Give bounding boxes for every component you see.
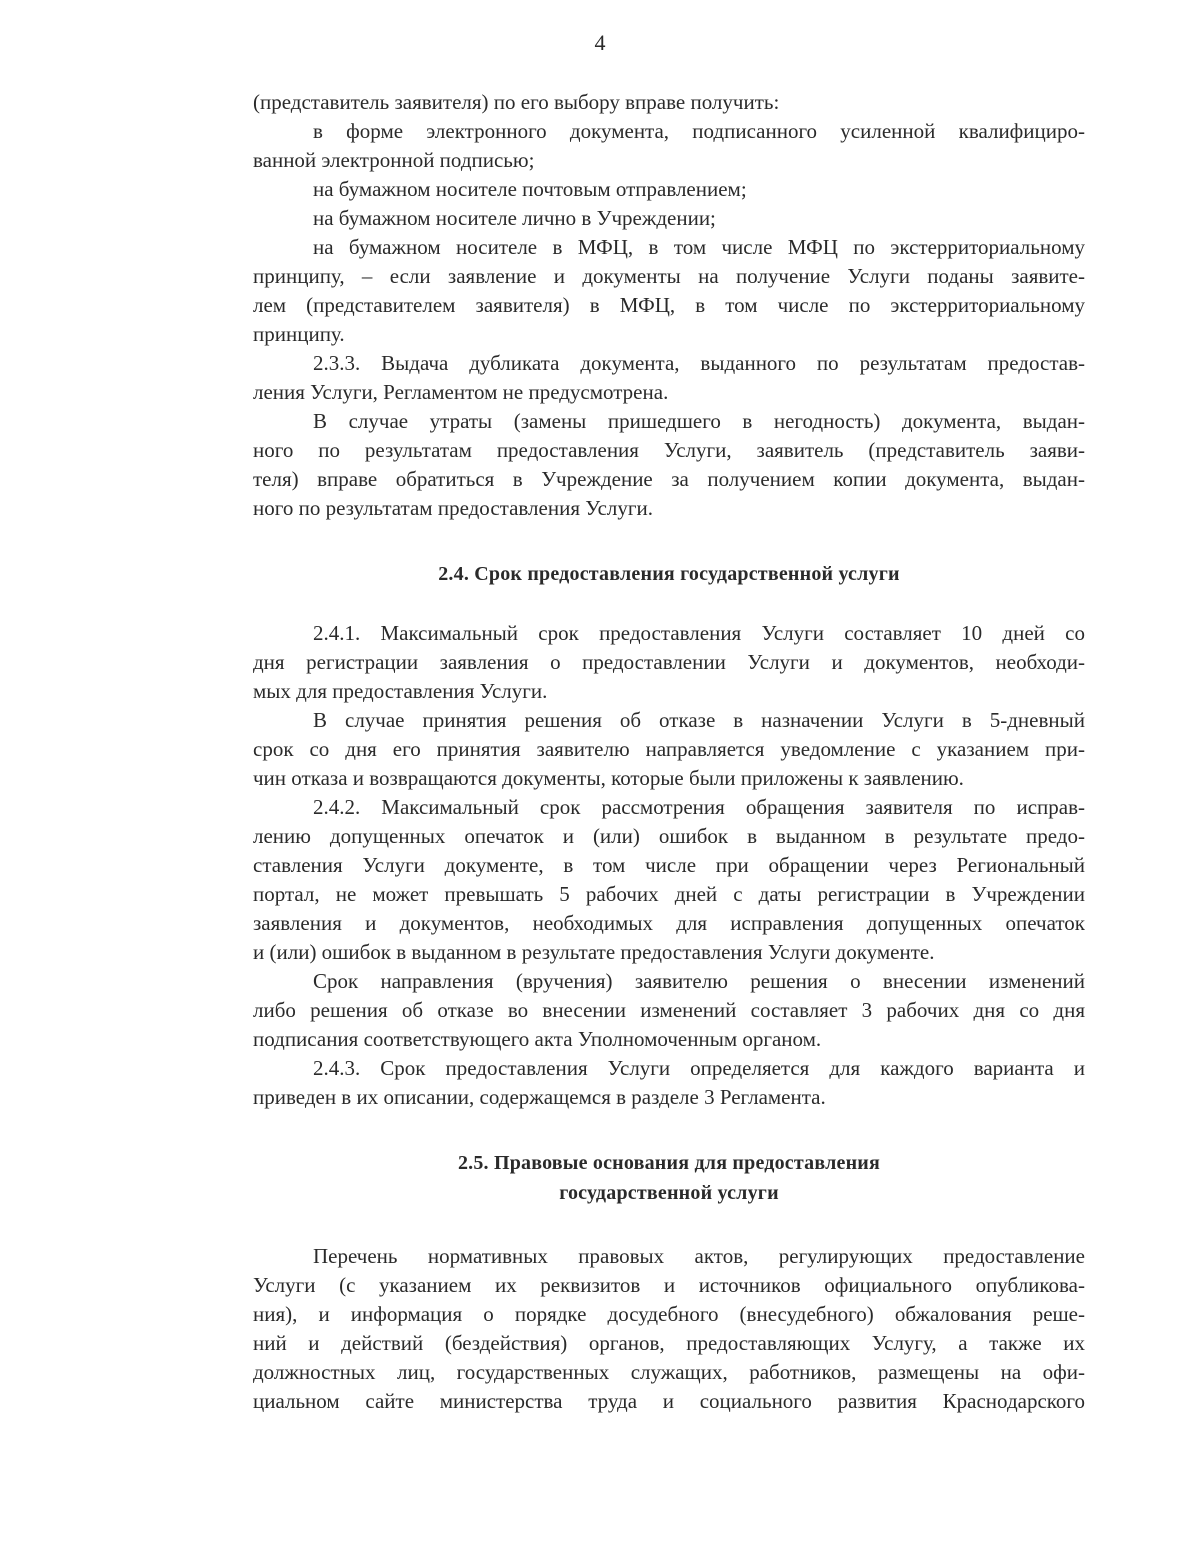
text-line: теля) вправе обратиться в Учреждение за получением копии документа, выдан-	[253, 467, 1085, 491]
heading-line: государственной услуги	[559, 1182, 779, 1204]
text-line: должностных лиц, государственных служащих, работников, размещены на офи-	[253, 1360, 1085, 1384]
text-line: на бумажном носителе в МФЦ, в том числе МФЦ по экстерриториальному	[313, 235, 1085, 259]
text-line: либо решения об отказе во внесении изменений составляет 3 рабочих дня со дня	[253, 998, 1085, 1022]
section-2-5-body	[253, 1242, 1085, 1416]
text-line: дня регистрации заявления о предоставлении Услуги и документов, необходи-	[253, 650, 1085, 674]
document-body	[253, 88, 1085, 1416]
section-heading-2-4	[253, 559, 1085, 589]
text-line: портал, не может превышать 5 рабочих дней с даты регистрации в Учреждении	[253, 882, 1085, 906]
text-line: В случае утраты (замены пришедшего в негодность) документа, выдан-	[313, 409, 1085, 433]
text-line: на бумажном носителе почтовым отправлением;	[313, 177, 747, 201]
text-line: на бумажном носителе лично в Учреждении;	[313, 206, 716, 230]
text-line: подписания соответствующего акта Уполномоченным органом.	[253, 1027, 822, 1051]
text-line: ставления Услуги документе, в том числе при обращении через Региональный	[253, 853, 1085, 877]
text-line: (представитель заявителя) по его выбору вправе получить:	[253, 90, 780, 114]
text-line: чин отказа и возвращаются документы, которые были приложены к заявлению.	[253, 766, 964, 790]
section-2-3-continuation	[253, 88, 1085, 523]
text-line: ного по результатам предоставления Услуги, заявитель (представитель заяви-	[253, 438, 1085, 462]
text-line: и (или) ошибок в выданном в результате предоставления Услуги документе.	[253, 940, 935, 964]
text-line: Перечень нормативных правовых актов, регулирующих предоставление	[313, 1244, 1085, 1268]
text-line: ления Услуги, Регламентом не предусмотрена.	[253, 380, 669, 404]
heading-line: 2.4. Срок предоставления государственной услуги	[438, 563, 900, 585]
text-line: ванной электронной подписью;	[253, 148, 535, 172]
text-line: 2.4.2. Максимальный срок рассмотрения обращения заявителя по исправ-	[313, 795, 1085, 819]
text-line: Срок направления (вручения) заявителю решения о внесении изменений	[313, 969, 1085, 993]
text-line: 2.4.3. Срок предоставления Услуги определяется для каждого варианта и	[313, 1056, 1085, 1080]
text-line: В случае принятия решения об отказе в назначении Услуги в 5-дневный	[313, 708, 1085, 732]
section-heading-2-5	[253, 1148, 1085, 1208]
text-line: 2.4.1. Максимальный срок предоставления Услуги составляет 10 дней со	[313, 621, 1085, 645]
text-line: в форме электронного документа, подписанного усиленной квалифициро-	[313, 119, 1085, 143]
text-line: 2.3.3. Выдача дубликата документа, выданного по результатам предостав-	[313, 351, 1085, 375]
text-line: ния), и информация о порядке досудебного (внесудебного) обжалования реше-	[253, 1302, 1085, 1326]
text-line: заявления и документов, необходимых для исправления допущенных опечаток	[253, 911, 1085, 935]
heading-line: 2.5. Правовые основания для предоставления	[457, 1152, 881, 1174]
text-line: циальном сайте министерства труда и социального развития Краснодарского	[253, 1389, 1085, 1413]
text-line: лению допущенных опечаток и (или) ошибок в выданном в результате предо-	[253, 824, 1085, 848]
text-line: Услуги (с указанием их реквизитов и источников официального опубликова-	[253, 1273, 1085, 1297]
text-line: мых для предоставления Услуги.	[253, 679, 548, 703]
text-line: принципу.	[253, 322, 345, 346]
text-line: срок со дня его принятия заявителю направляется уведомление с указанием при-	[253, 737, 1085, 761]
text-line: лем (представителем заявителя) в МФЦ, в том числе по экстерриториальному	[253, 293, 1085, 317]
text-line: принципу, – если заявление и документы на получение Услуги поданы заявите-	[253, 264, 1085, 288]
text-line: ний и действий (бездействия) органов, предоставляющих Услугу, а также их	[253, 1331, 1085, 1355]
section-2-4-body	[253, 619, 1085, 1112]
text-line: приведен в их описании, содержащемся в разделе 3 Регламента.	[253, 1085, 826, 1109]
page-number: 4	[594, 30, 606, 55]
text-line: ного по результатам предоставления Услуги.	[253, 496, 653, 520]
